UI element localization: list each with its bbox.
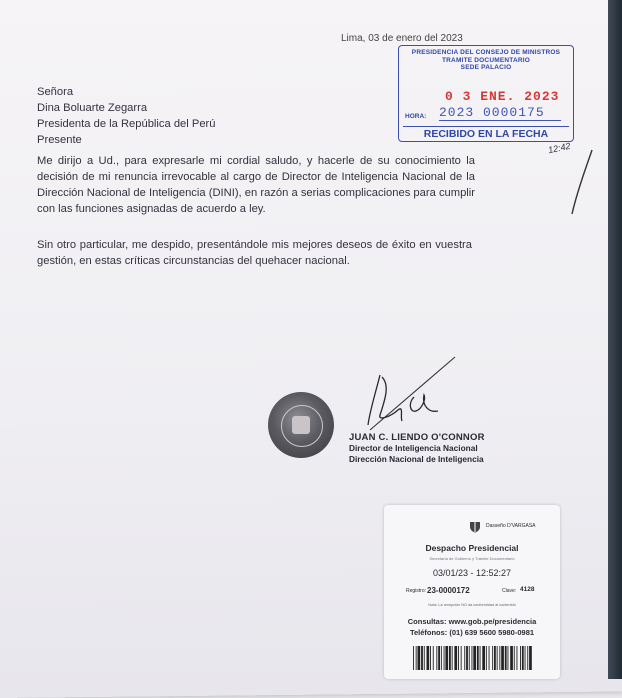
peru-shield-icon bbox=[468, 521, 482, 533]
dini-seal-icon bbox=[268, 392, 334, 458]
signatory-block bbox=[349, 432, 485, 465]
reception-ticket bbox=[384, 505, 560, 679]
stamp-header-line-1: PRESIDENCIA DEL CONSEJO DE MINISTROS bbox=[411, 49, 561, 56]
stamp-footer: RECIBIDO EN LA FECHA bbox=[403, 126, 569, 140]
ticket-telefonos: Teléfonos: (01) 639 5600 5980-0981 bbox=[409, 628, 535, 637]
recipient-block bbox=[37, 84, 216, 148]
dark-background-edge bbox=[608, 0, 622, 679]
ticket-subtitle: Secretaría de Gobierno y Trámite Documentario bbox=[429, 556, 515, 561]
recipient-name: Dina Boluarte Zegarra bbox=[37, 102, 148, 114]
stamp-header-line-3: SEDE PALACIO bbox=[460, 64, 512, 71]
stamp-hora-label: HORA: bbox=[405, 113, 427, 120]
signatory-organization: Dirección Nacional de Inteligencia bbox=[349, 454, 484, 464]
ticket-logo-text: Dasseño D'VARGASA bbox=[486, 523, 536, 529]
signatory-title: Director de Inteligencia Nacional bbox=[349, 443, 478, 453]
recipient-title: Presidenta de la República del Perú bbox=[37, 118, 216, 130]
recipient-presente: Presente bbox=[37, 134, 82, 146]
stamp-header-line-2: TRAMITE DOCUMENTARIO bbox=[441, 56, 530, 64]
handwritten-stroke bbox=[568, 148, 598, 218]
reception-stamp bbox=[398, 45, 574, 142]
recipient-salutation: Señora bbox=[37, 86, 74, 98]
letter-date: Lima, 03 de enero del 2023 bbox=[341, 33, 463, 44]
ticket-note: Nota: La recepción NO da conformidad al contenido bbox=[428, 603, 516, 607]
ticket-registro-label: Registro: bbox=[406, 588, 427, 594]
letter-paragraph-1: Me dirijo a Ud., para expresarle mi cordial saludo, y hacerle de su conocimiento la decisión de mi renuncia irrevocable al cargo de Director de Inteligencia Nacional de la Dirección Nacional de Inteligencia (DINI), en razón a serias complicaciones para cumplir con las funciones asignadas de acuerdo a ley. bbox=[37, 155, 475, 215]
ticket-registro-value: 23-0000172 bbox=[427, 586, 470, 595]
ticket-clave-value: 4128 bbox=[520, 586, 535, 593]
ticket-title: Despacho Presidencial bbox=[425, 543, 519, 553]
stamp-date: 0 3 ENE. 2023 bbox=[445, 89, 560, 104]
barcode-icon bbox=[413, 646, 533, 670]
signature-icon bbox=[330, 355, 460, 435]
signatory-name: JUAN C. LIENDO O'CONNOR bbox=[349, 432, 485, 443]
ticket-datetime: 03/01/23 - 12:52:27 bbox=[432, 568, 512, 578]
stamp-hora-value: 2023 0000175 bbox=[439, 105, 561, 121]
ticket-consultas: Consultas: www.gob.pe/presidencia bbox=[407, 617, 537, 626]
ticket-clave-label: Clave: bbox=[502, 588, 517, 594]
stamp-header bbox=[399, 49, 573, 72]
letter-paragraph-2: Sin otro particular, me despido, presentándole mis mejores deseos de éxito en vuestra gestión, en estas críticas circunstancias del quehacer nacional. bbox=[37, 239, 472, 267]
handwritten-time: 12:42 bbox=[547, 140, 572, 156]
